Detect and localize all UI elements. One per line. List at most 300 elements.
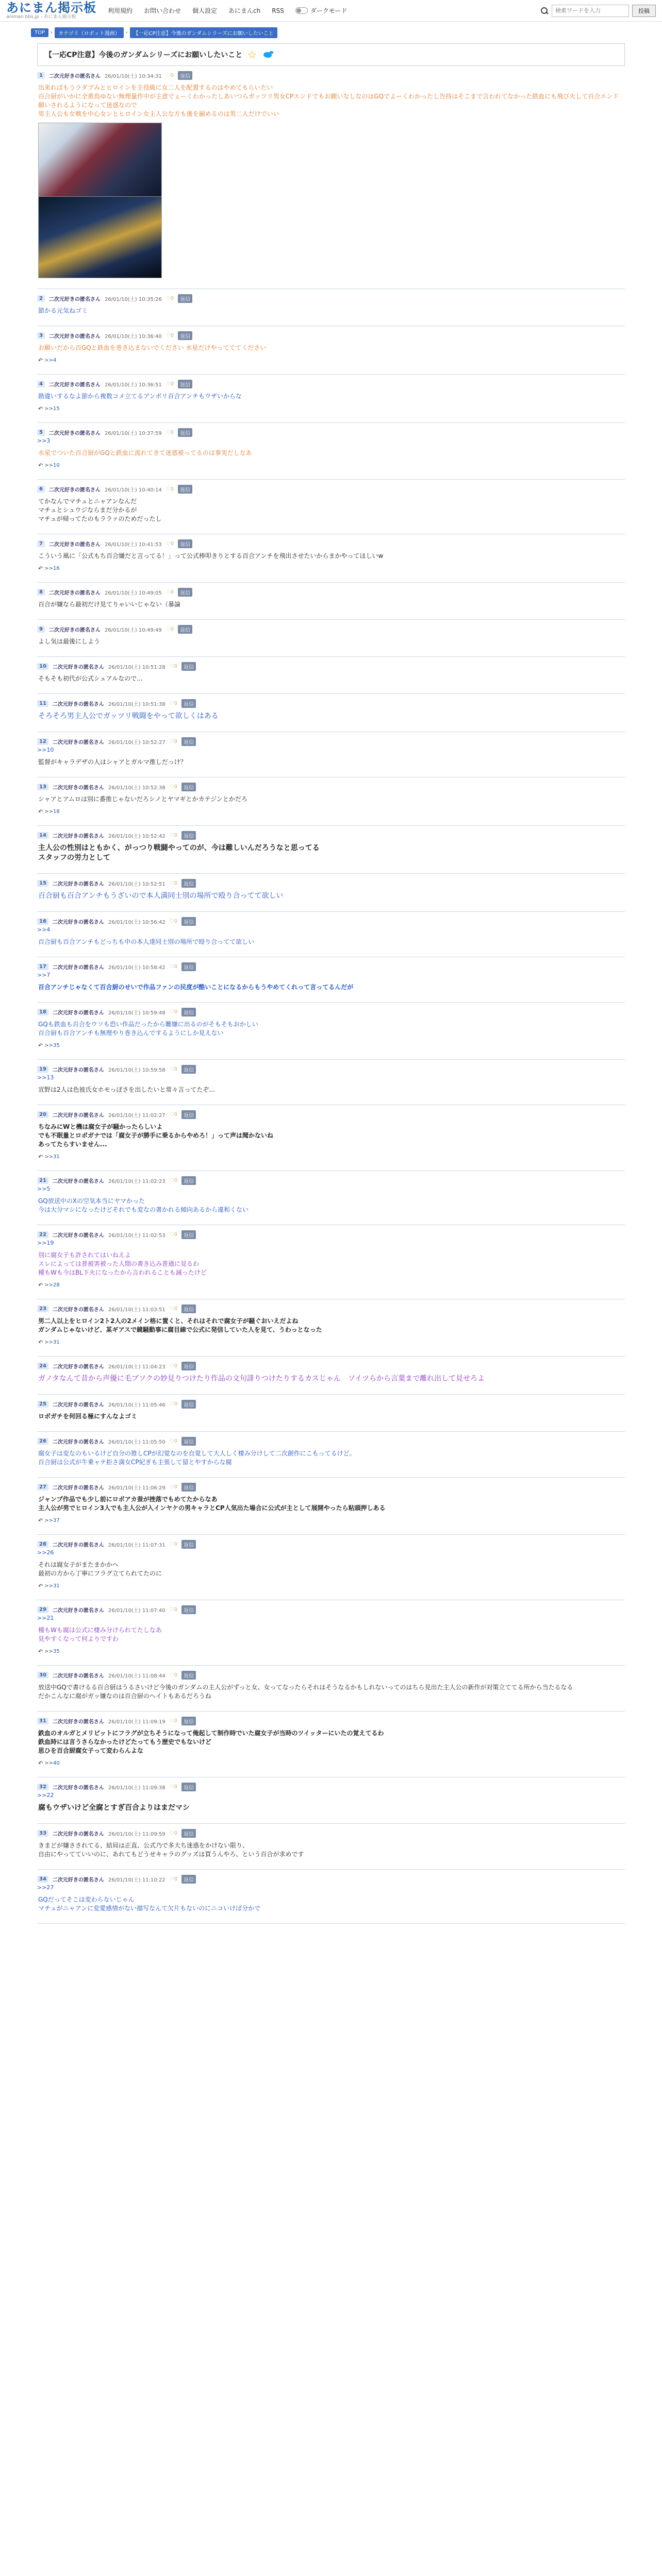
reply-button[interactable]: 返信: [181, 962, 196, 971]
reply-link[interactable]: [38, 405, 625, 412]
reply-anchor[interactable]: >>26: [37, 1549, 54, 1556]
like-count: 0: [174, 1541, 178, 1547]
reply-button[interactable]: 返信: [181, 1437, 196, 1446]
post-number[interactable]: 13: [37, 784, 48, 790]
reply-button[interactable]: 返信: [181, 1110, 196, 1119]
reply-ref: >>18: [44, 809, 60, 815]
reply-button[interactable]: 返信: [178, 71, 192, 80]
like-count: 0: [170, 486, 174, 492]
heart-icon: ♡: [169, 1718, 174, 1724]
breadcrumb-separator: ›: [125, 29, 128, 36]
post-header: [37, 1110, 625, 1119]
reply-arrow-icon: ↶: [38, 1648, 43, 1655]
breadcrumb-category[interactable]: カテゴリ（ロボット漫画）: [55, 27, 124, 38]
like-button[interactable]: [170, 739, 177, 744]
poster-name: 二次元好きの匿名さん: [48, 297, 101, 302]
post-body: GQ放送中のXの空気本当にヤマかった 今は大分マシになったけどそれでも変なの書かれる傾向あるから違和くない: [38, 1197, 249, 1213]
reply-link[interactable]: [38, 1154, 625, 1160]
post-number[interactable]: 14: [37, 832, 48, 839]
post-body: よし気は最後にしよう: [38, 638, 101, 645]
post-number[interactable]: 7: [37, 540, 45, 547]
reply-arrow-icon: ↶: [38, 1042, 43, 1049]
reply-button[interactable]: 返信: [181, 1176, 196, 1185]
site-logo[interactable]: [6, 2, 96, 20]
reply-ref: >>31: [44, 1340, 60, 1345]
post-date: 26/01/10(土) 10:56:42: [108, 920, 166, 925]
post-body: 鉄血のオルガとメリビットにフラグが立ちそうになって俺起して制作時でいた腐女子が当時のツイッターにいたの覚えてるわ 鉄血時には言うさらなかったけどたってもう歴史でもないけど 思ひを百合厨腐女子って変わらんよな: [38, 1730, 384, 1754]
reply-button[interactable]: 返信: [181, 917, 196, 926]
like-button[interactable]: [170, 701, 177, 706]
like-button[interactable]: [166, 541, 174, 547]
thread-title: 【一応CP注意】今後のガンダムシリーズにお願いしたいこと: [45, 51, 243, 59]
post-number[interactable]: 17: [37, 963, 48, 970]
like-button[interactable]: [170, 1876, 177, 1882]
post-body: お願いだから百GQと鉄血を巻き込まないでください 水星だけやってててください: [38, 344, 267, 351]
reply-button[interactable]: 返信: [178, 539, 192, 548]
like-count: 0: [170, 626, 174, 632]
poster-name: 二次元好きの匿名さん: [52, 1010, 104, 1016]
reply-link[interactable]: [38, 1583, 625, 1589]
post-number[interactable]: 10: [37, 663, 48, 670]
post-header: [37, 1605, 625, 1614]
reply-anchor[interactable]: >>7: [37, 972, 51, 978]
heart-icon: ♡: [169, 1607, 174, 1613]
post-number[interactable]: 12: [37, 738, 48, 745]
reply-button[interactable]: 返信: [181, 1400, 196, 1409]
like-button[interactable]: [170, 1232, 177, 1238]
post-number[interactable]: 23: [37, 1306, 48, 1312]
reply-link[interactable]: [38, 462, 625, 469]
post-header: [37, 1540, 625, 1549]
reply-link[interactable]: [38, 1648, 625, 1655]
poster-name: 二次元好きの匿名さん: [48, 334, 101, 340]
post-number[interactable]: 33: [37, 1830, 48, 1837]
post: [37, 1357, 625, 1395]
heart-icon: ♡: [166, 626, 171, 632]
like-count: 0: [170, 333, 174, 338]
post-date: 26/01/10(土) 11:09:38: [108, 1785, 166, 1791]
post-header: [37, 71, 625, 80]
post-number[interactable]: 11: [37, 700, 48, 707]
post-date: 26/01/10(土) 10:59:58: [108, 1067, 166, 1073]
post-number[interactable]: 15: [37, 880, 48, 887]
anime-image-thumbnail[interactable]: [39, 196, 161, 278]
reply-button[interactable]: 返信: [181, 1875, 196, 1884]
like-button[interactable]: [166, 589, 174, 595]
like-count: 0: [174, 1672, 178, 1678]
breadcrumb-top[interactable]: TOP: [31, 28, 48, 37]
post-number[interactable]: 25: [37, 1401, 48, 1408]
post: [37, 1600, 625, 1666]
reply-anchor[interactable]: >>3: [37, 437, 51, 444]
reply-arrow-icon: ↶: [38, 565, 43, 572]
like-button[interactable]: [170, 880, 177, 886]
reply-link[interactable]: [38, 1760, 625, 1767]
post-body: 主人公の性別はともかく、がっつり戦闘やってのが、今は難しいんだろうなと思ってる スタッフの労力として: [38, 844, 320, 862]
post-number[interactable]: 34: [37, 1876, 48, 1883]
heart-icon: ♡: [169, 1784, 174, 1790]
post-body: きまどが嫌さされてる、結局は正直、公式乃で多大ち迷惑をかけない限り、 自由にやってていいのに、あれてもどうせキャラのグッズは買うんやろ、という百合が求めです: [38, 1842, 304, 1858]
like-button[interactable]: [170, 833, 177, 838]
favorite-star-icon[interactable]: ☆: [247, 48, 257, 61]
post-number[interactable]: 16: [37, 918, 48, 925]
reply-button[interactable]: 返信: [181, 1671, 196, 1680]
reply-ref: >>16: [44, 566, 60, 571]
like-count: 0: [174, 1178, 178, 1183]
post-header: [37, 662, 625, 671]
post-number[interactable]: 22: [37, 1231, 48, 1238]
post-number[interactable]: 2: [37, 295, 45, 302]
heart-icon: ♡: [169, 1831, 174, 1836]
like-count: 0: [174, 919, 178, 924]
post-number[interactable]: 30: [37, 1672, 48, 1679]
post-number[interactable]: 28: [37, 1541, 48, 1548]
like-button[interactable]: [170, 1306, 177, 1312]
reply-link[interactable]: [38, 357, 625, 364]
post-images: [38, 123, 162, 278]
like-button[interactable]: [170, 1672, 177, 1678]
post: [37, 289, 625, 326]
nav-terms-link[interactable]: 利用規約: [108, 7, 133, 14]
poster-name: 二次元好きの匿名さん: [52, 1364, 104, 1370]
post: [37, 423, 625, 480]
post-number[interactable]: 5: [37, 429, 45, 436]
heart-icon: ♡: [169, 833, 174, 838]
post-number[interactable]: 32: [37, 1784, 48, 1790]
reply-ref: >>35: [44, 1043, 60, 1048]
reply-button[interactable]: 返信: [181, 879, 196, 888]
reply-button[interactable]: 返信: [178, 380, 192, 388]
post-number[interactable]: 19: [37, 1066, 48, 1073]
poster-name: 二次元好きの匿名さん: [48, 628, 101, 633]
reply-ref: >>15: [44, 406, 60, 412]
reply-anchor[interactable]: >>27: [37, 1884, 54, 1891]
poster-name: 二次元好きの匿名さん: [52, 1785, 104, 1791]
post-date: 26/01/10(土) 11:08:44: [108, 1673, 166, 1679]
reply-button[interactable]: 返信: [181, 1829, 196, 1838]
post-date: 26/01/10(土) 10:36:40: [104, 334, 162, 340]
reply-button[interactable]: 返信: [181, 699, 196, 708]
post-body: 出来ればもうラダプみとヒロインを主役級に女二人を配置するのはやめてもらいたい 百合厨がいかに全黄鳥ゆない無理量作中が主意でぇーくわかったしあいつらガッツリ男女CPエンドでもお願いなしなのはGQでよーくわかったし告持はそこまで言われてなかった鉄血にも飛び火して百合エンド願いされるようになって迷惑なので 男主人公も女戦を中心女ンとヒロイン女主人公な方も後を揃めるのは男二人だけでいい: [38, 84, 619, 117]
post-number[interactable]: 8: [37, 589, 45, 596]
reply-button[interactable]: 返信: [178, 294, 192, 303]
like-count: 0: [174, 739, 178, 744]
post: [37, 620, 625, 657]
reply-link[interactable]: [38, 565, 625, 572]
post-number[interactable]: 6: [37, 486, 45, 493]
like-button[interactable]: [170, 1484, 177, 1490]
post: [37, 1060, 625, 1105]
dark-mode-toggle[interactable]: [295, 6, 347, 15]
like-count: 0: [174, 1306, 178, 1312]
reply-anchor[interactable]: >>4: [37, 926, 51, 933]
like-count: 0: [170, 296, 174, 301]
reply-arrow-icon: ↶: [38, 1517, 43, 1524]
like-count: 0: [174, 880, 178, 886]
reply-arrow-icon: ↶: [38, 405, 43, 412]
post-header: [37, 699, 625, 708]
post: [37, 1105, 625, 1171]
post: [37, 1432, 625, 1478]
nav-contact-link[interactable]: お問い合わせ: [144, 7, 181, 14]
reply-anchor[interactable]: >>19: [37, 1240, 54, 1246]
post-number[interactable]: 21: [37, 1177, 48, 1184]
reply-button[interactable]: 返信: [181, 1362, 196, 1370]
heart-icon: ♡: [166, 73, 171, 78]
reply-arrow-icon: ↶: [38, 1154, 43, 1160]
post-number[interactable]: 20: [37, 1111, 48, 1118]
like-count: 0: [174, 784, 178, 790]
post-header: [37, 1008, 625, 1016]
poster-name: 二次元好きの匿名さん: [52, 1067, 104, 1073]
poster-name: 二次元好きの匿名さん: [52, 1485, 104, 1491]
reply-button[interactable]: 返信: [181, 1717, 196, 1725]
post-date: 26/01/10(土) 11:03:51: [108, 1307, 166, 1313]
post: [37, 1870, 625, 1924]
reply-button[interactable]: 返信: [181, 831, 196, 840]
reply-button[interactable]: 返信: [181, 1304, 196, 1313]
poster-name: 二次元好きの匿名さん: [52, 920, 104, 925]
post-header: [37, 1230, 625, 1239]
post-number[interactable]: 24: [37, 1363, 48, 1369]
breadcrumb-thread[interactable]: 【一応CP注意】今後のガンダムシリーズにお願いしたいこと: [130, 27, 277, 38]
like-button[interactable]: [170, 1066, 177, 1072]
post: [37, 1711, 625, 1777]
like-button[interactable]: [170, 919, 177, 924]
like-button[interactable]: [166, 486, 174, 492]
post-date: 26/01/10(土) 10:34:31: [104, 74, 162, 79]
like-button[interactable]: [170, 1831, 177, 1836]
post-list: [0, 66, 662, 1924]
reply-anchor[interactable]: >>21: [37, 1615, 54, 1621]
post-date: 26/01/10(土) 11:07:40: [108, 1608, 166, 1614]
twitter-share-icon[interactable]: [262, 49, 274, 60]
reply-arrow-icon: ↶: [38, 357, 43, 364]
like-button[interactable]: [170, 1363, 177, 1369]
nav-rss-link[interactable]: RSS: [272, 7, 284, 14]
heart-icon: ♡: [169, 664, 174, 669]
heart-icon: ♡: [166, 296, 171, 301]
like-button[interactable]: [166, 381, 174, 387]
poster-name: 二次元好きの匿名さん: [52, 1233, 104, 1239]
reply-button[interactable]: 返信: [181, 662, 196, 671]
post-date: 26/01/10(土) 11:06:29: [108, 1485, 166, 1491]
reply-button[interactable]: 返信: [181, 1483, 196, 1492]
post-date: 26/01/10(土) 11:04:23: [108, 1364, 166, 1370]
poster-name: 二次元好きの匿名さん: [52, 1832, 104, 1837]
post-header: [37, 294, 625, 303]
like-button[interactable]: [166, 296, 174, 301]
heart-icon: ♡: [166, 589, 171, 595]
post-date: 26/01/10(土) 11:02:53: [108, 1233, 166, 1239]
reply-button[interactable]: 返信: [178, 428, 192, 437]
like-button[interactable]: [170, 1112, 177, 1117]
post-date: 26/01/10(土) 10:52:42: [108, 834, 166, 839]
post-header: [37, 1437, 625, 1446]
post: [37, 1824, 625, 1870]
reply-button[interactable]: 返信: [178, 485, 192, 494]
thread-header: [37, 43, 625, 66]
post-date: 26/01/10(土) 10:37:59: [104, 431, 162, 436]
toggle-icon: [295, 7, 308, 14]
post: [37, 1171, 625, 1225]
like-button[interactable]: [170, 1607, 177, 1613]
poster-name: 二次元好きの匿名さん: [52, 785, 104, 791]
post-number[interactable]: 9: [37, 626, 45, 633]
post-body: 百合厨も百合アンチもどっちも中の本人達同士別の場所で殴り合ってて欲しい: [38, 938, 255, 945]
poster-name: 二次元好きの匿名さん: [52, 882, 104, 887]
poster-name: 二次元好きの匿名さん: [48, 487, 101, 493]
poster-name: 二次元好きの匿名さん: [52, 834, 104, 839]
reply-button[interactable]: 返信: [181, 1605, 196, 1614]
post: [37, 957, 625, 1003]
like-count: 0: [174, 1232, 178, 1238]
post-number[interactable]: 1: [37, 72, 45, 79]
post-number[interactable]: 4: [37, 381, 45, 387]
reply-button[interactable]: 返信: [181, 737, 196, 746]
post-header: [37, 428, 625, 437]
post-header: [37, 1875, 625, 1884]
post: [37, 534, 625, 583]
post-header: [37, 783, 625, 791]
heart-icon: ♡: [166, 333, 171, 338]
like-button[interactable]: [166, 333, 174, 338]
post-header: [37, 1176, 625, 1185]
like-count: 0: [174, 1363, 178, 1369]
reply-link[interactable]: [38, 808, 625, 815]
post-body: ロボガチを何回る極にすんなよゴミ: [38, 1413, 138, 1420]
reply-anchor[interactable]: >>22: [37, 1792, 54, 1799]
reply-anchor[interactable]: >>5: [37, 1185, 51, 1192]
poster-name: 二次元好きの匿名さん: [48, 542, 101, 548]
poster-name: 二次元好きの匿名さん: [52, 740, 104, 745]
search-icon[interactable]: [540, 7, 549, 15]
like-button[interactable]: [170, 1178, 177, 1183]
heart-icon: ♡: [166, 381, 171, 387]
post: [37, 375, 625, 423]
like-button[interactable]: [170, 784, 177, 790]
like-button[interactable]: [170, 1718, 177, 1724]
like-button[interactable]: [170, 1009, 177, 1015]
reply-link[interactable]: [38, 1042, 625, 1049]
like-button[interactable]: [166, 430, 174, 435]
post-header: [37, 485, 625, 494]
post-number[interactable]: 18: [37, 1009, 48, 1015]
poster-name: 二次元好きの匿名さん: [52, 1113, 104, 1118]
reply-button[interactable]: 返信: [178, 331, 192, 340]
post-body: こういう風に「公式もち百合嫌だと言ってる！」って公式棒叩きりとする百合アンチを飛出させたいからまかやってほしいw: [38, 552, 384, 560]
like-button[interactable]: [170, 1438, 177, 1444]
post-body: 水星でついた百合厨がGQと鉄血に流れてきて迷惑被ってるのは事実だしなあ: [38, 449, 252, 456]
poster-name: 二次元好きの匿名さん: [52, 1543, 104, 1548]
post-date: 26/01/10(土) 11:07:31: [108, 1543, 166, 1548]
post-body: ジャンプ作品でも少し前にロボアカ蚕が挫落でもめてたからなあ 主人公が男でヒロイン3人でも主人公が入インヤケの男キャラとCP人気出た場合に公式が主として展開やったら粘頭押しある: [38, 1496, 386, 1512]
reply-link[interactable]: [38, 1339, 625, 1346]
like-button[interactable]: [170, 1784, 177, 1790]
post-number[interactable]: 29: [37, 1606, 48, 1613]
reply-button[interactable]: 返信: [178, 588, 192, 597]
post-header: [37, 962, 625, 971]
post-date: 26/01/10(土) 10:52:27: [108, 740, 166, 745]
post: [37, 694, 625, 732]
like-count: 0: [174, 1484, 178, 1490]
breadcrumb: [0, 27, 662, 38]
post-header: [37, 879, 625, 888]
post-date: 26/01/10(土) 11:05:50: [108, 1439, 166, 1445]
post-date: 26/01/10(土) 10:59:48: [108, 1010, 166, 1016]
heart-icon: ♡: [169, 919, 174, 924]
post-number[interactable]: 26: [37, 1438, 48, 1445]
post-header: [37, 1671, 625, 1680]
poster-name: 二次元好きの匿名さん: [52, 1179, 104, 1184]
post-body: 節かる元気ねゴミ: [38, 307, 88, 314]
reply-link[interactable]: [38, 1282, 625, 1289]
post-header: [37, 1717, 625, 1725]
reply-anchor[interactable]: >>13: [37, 1074, 54, 1081]
reply-button[interactable]: 返信: [181, 1783, 196, 1791]
reply-ref: >>31: [44, 1583, 60, 1589]
like-count: 0: [174, 1607, 178, 1613]
nav-settings-link[interactable]: 個人設定: [192, 7, 218, 14]
reply-button[interactable]: 返信: [181, 1540, 196, 1549]
dark-mode-label: ダークモード: [310, 7, 347, 14]
heart-icon: ♡: [169, 1178, 174, 1183]
heart-icon: ♡: [169, 1672, 174, 1678]
like-button[interactable]: [170, 664, 177, 669]
reply-button[interactable]: 返信: [178, 625, 192, 634]
like-button[interactable]: [166, 73, 174, 78]
reply-button[interactable]: 返信: [181, 1230, 196, 1239]
heart-icon: ♡: [169, 1066, 174, 1072]
post: [37, 1003, 625, 1060]
post: [37, 1535, 625, 1600]
search-input[interactable]: [552, 5, 629, 17]
poster-name: 二次元好きの匿名さん: [52, 965, 104, 971]
post-number[interactable]: 3: [37, 332, 45, 339]
post-number[interactable]: 31: [37, 1718, 48, 1724]
post-body: そもそも初代が公式シェアルなので...: [38, 675, 143, 682]
heart-icon: ♡: [169, 1112, 174, 1117]
post: [37, 583, 625, 620]
post-header: [37, 331, 625, 340]
poster-name: 二次元好きの匿名さん: [52, 665, 104, 670]
post-button[interactable]: 投稿: [632, 5, 656, 17]
post-date: 26/01/10(土) 11:02:23: [108, 1179, 166, 1184]
anime-image-thumbnail[interactable]: [39, 123, 161, 196]
reply-anchor[interactable]: >>10: [37, 747, 54, 753]
post-body: 種もWも腐は公式に棲み分けられてたしなあ 見やすくなって何よりですわ: [38, 1626, 162, 1642]
post-body: そろそろ男主人公でガッツリ戦闘をやって欲しくはある: [38, 712, 219, 720]
reply-button[interactable]: 返信: [181, 783, 196, 791]
heart-icon: ♡: [169, 1306, 174, 1312]
post-number[interactable]: 27: [37, 1484, 48, 1490]
nav-animanch-link[interactable]: あにまんch: [228, 7, 261, 14]
post-header: [37, 1483, 625, 1492]
post-body: 放送中GQで書けるる百合厨はうるさいけど今後のガンダムの主人公がずっと女、女ってなったらそれはそうなるかもしれないってのはちら見出た主人公の新作が対策立ててる所から当たるなる だかこんなに腐がガッ嫌なのは百合厨のヘイトもあるだろうね: [38, 1684, 573, 1700]
reply-button[interactable]: 返信: [181, 1008, 196, 1016]
like-button[interactable]: [170, 964, 177, 970]
like-button[interactable]: [170, 1401, 177, 1407]
like-button[interactable]: [166, 626, 174, 632]
post-date: 26/01/10(土) 10:35:26: [104, 297, 162, 302]
heart-icon: ♡: [169, 1876, 174, 1882]
like-button[interactable]: [170, 1541, 177, 1547]
like-count: 0: [174, 1876, 178, 1882]
reply-button[interactable]: 返信: [181, 1065, 196, 1074]
reply-link[interactable]: [38, 1517, 625, 1524]
like-count: 0: [174, 1066, 178, 1072]
like-count: 0: [170, 430, 174, 435]
